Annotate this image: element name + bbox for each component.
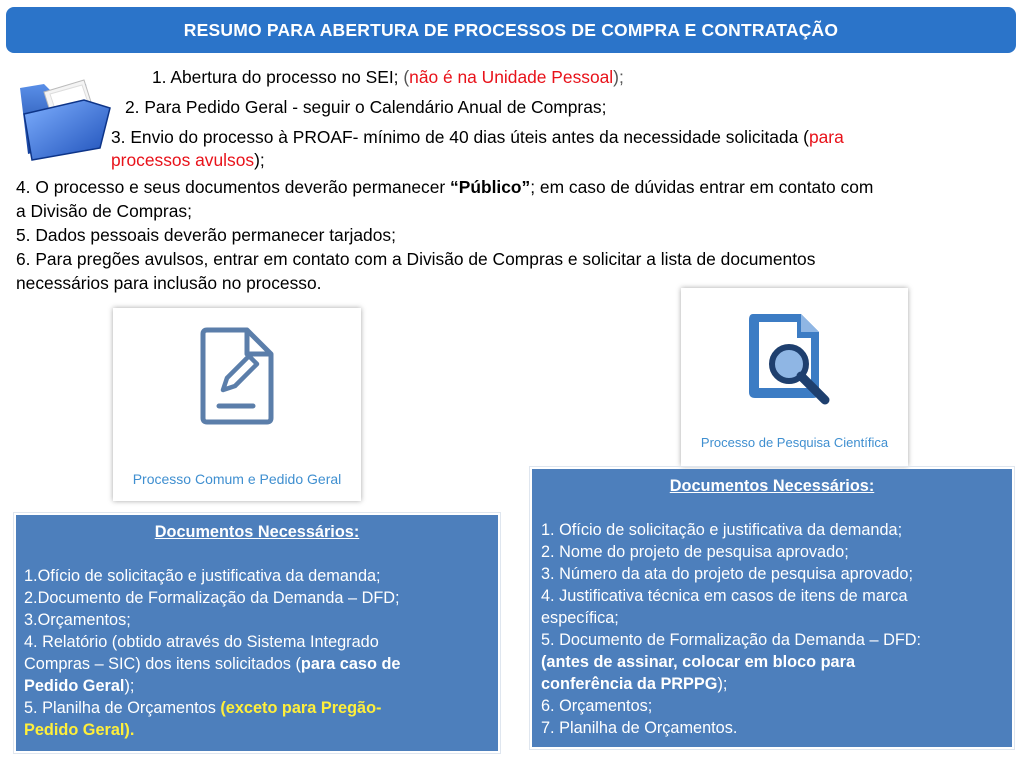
step-6-cont: necessários para inclusão no processo. bbox=[16, 273, 322, 293]
left-item-5-highlight: (exceto para Pregão- bbox=[220, 699, 382, 717]
right-box-header: Documentos Necessários: bbox=[669, 477, 875, 495]
step-1-warning: não é na Unidade Pessoal bbox=[409, 67, 614, 87]
card-caption-left: Processo Comum e Pedido Geral bbox=[132, 471, 342, 487]
step-1-paren-close: ); bbox=[613, 67, 624, 87]
document-search-icon bbox=[745, 308, 843, 406]
right-item-5-bold: conferência da PRPPG bbox=[541, 675, 718, 693]
left-item-4-bold: para caso de bbox=[300, 655, 401, 673]
card-caption-right: Processo de Pesquisa Científica bbox=[700, 435, 889, 450]
left-item-2: 2.Documento de Formalização da Demanda – DFD; bbox=[24, 589, 400, 607]
step-1-text: 1. Abertura do processo no SEI; bbox=[152, 67, 404, 87]
right-item-5-note-cont bbox=[541, 673, 1003, 695]
right-item-7: 7. Planilha de Orçamentos. bbox=[541, 719, 738, 737]
left-item-4: 4. Relatório (obtido através do Sistema Integrado bbox=[24, 633, 379, 651]
left-item-3: 3.Orçamentos; bbox=[24, 611, 131, 629]
step-3-end: ); bbox=[254, 150, 265, 170]
right-item-5-close: ); bbox=[717, 675, 728, 693]
step-6: 6. Para pregões avulsos, entrar em contato com a Divisão de Compras e solicitar a lista de documentos bbox=[16, 249, 816, 269]
left-item-1: 1.Ofício de solicitação e justificativa da demanda; bbox=[24, 567, 381, 585]
step-4-text-b: ; em caso de dúvidas entrar em contato com bbox=[530, 177, 874, 197]
left-box-header: Documentos Necessários: bbox=[154, 523, 360, 541]
step-4-cont: a Divisão de Compras; bbox=[16, 201, 192, 221]
left-item-4-bold-b: Pedido Geral bbox=[24, 677, 125, 695]
right-item-5-note: (antes de assinar, colocar em bloco para bbox=[541, 653, 855, 671]
right-documents-box bbox=[532, 469, 1012, 747]
step-4-text: 4. O processo e seus documentos deverão permanecer bbox=[16, 177, 451, 197]
card-pesquisa-cientifica bbox=[681, 288, 908, 466]
step-3-note-b: processos avulsos bbox=[111, 150, 255, 170]
step-3 bbox=[111, 126, 844, 148]
right-item-4: 4. Justificativa técnica em casos de itens de marca bbox=[541, 587, 908, 605]
step-1-paren-open: ( bbox=[403, 67, 410, 87]
left-item-4-text: Compras – SIC) dos itens solicitados ( bbox=[24, 655, 301, 673]
left-item-5-cont: Pedido Geral). bbox=[24, 721, 135, 739]
left-item-4-cont bbox=[24, 653, 490, 675]
right-item-2: 2. Nome do projeto de pesquisa aprovado; bbox=[541, 543, 849, 561]
right-item-1: 1. Ofício de solicitação e justificativa da demanda; bbox=[541, 521, 903, 539]
left-item-4-end bbox=[24, 675, 490, 697]
document-edit-icon bbox=[197, 326, 277, 426]
left-documents-box bbox=[16, 515, 498, 751]
step-3-cont bbox=[111, 149, 265, 171]
step-3-note-a: para bbox=[808, 127, 844, 147]
card-processo-comum bbox=[113, 308, 361, 501]
left-item-5 bbox=[24, 697, 490, 719]
step-2: 2. Para Pedido Geral - seguir o Calendário Anual de Compras; bbox=[125, 97, 607, 117]
step-4-public: “Público” bbox=[450, 177, 531, 197]
step-1 bbox=[152, 66, 624, 88]
right-item-4-cont: específica; bbox=[541, 609, 619, 627]
left-item-4-close: ); bbox=[124, 677, 135, 695]
right-item-5: 5. Documento de Formalização da Demanda – DFD: bbox=[541, 631, 922, 649]
left-item-5-text: 5. Planilha de Orçamentos bbox=[24, 699, 221, 717]
step-3-text: 3. Envio do processo à PROAF- mínimo de 40 dias úteis antes da necessidade solicitada ( bbox=[111, 127, 809, 147]
folder-icon bbox=[14, 74, 114, 162]
step-5: 5. Dados pessoais deverão permanecer tarjados; bbox=[16, 225, 396, 245]
page-title: RESUMO PARA ABERTURA DE PROCESSOS DE COMPRA E CONTRATAÇÃO bbox=[183, 19, 839, 40]
right-item-6: 6. Orçamentos; bbox=[541, 697, 653, 715]
step-4 bbox=[16, 176, 873, 198]
right-item-3: 3. Número da ata do projeto de pesquisa aprovado; bbox=[541, 565, 914, 583]
title-banner bbox=[6, 7, 1016, 53]
